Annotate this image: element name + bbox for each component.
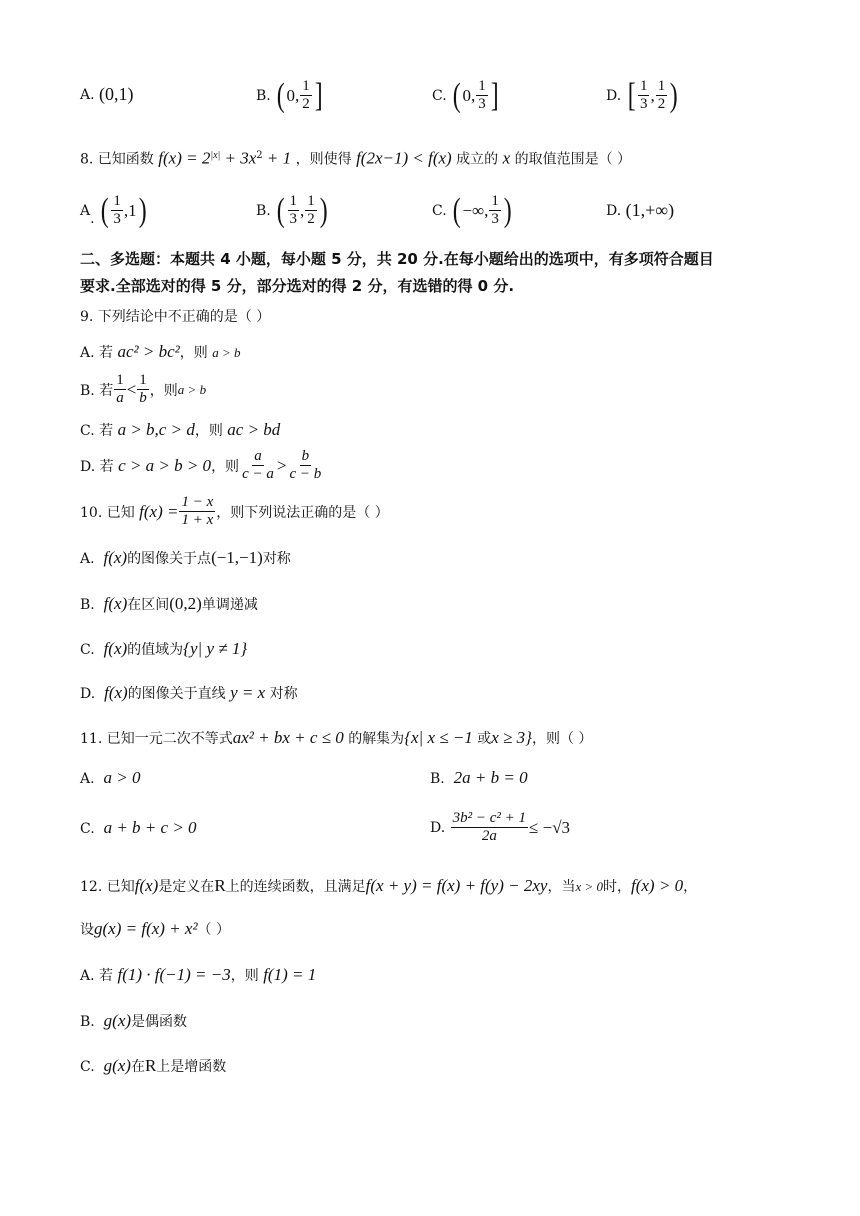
- stem-text: ，则下列说法正确的是（ ）: [216, 504, 389, 521]
- math-expr: a + b + c > 0: [103, 818, 197, 837]
- option-letter: B.: [256, 202, 271, 219]
- paren-left: (: [276, 191, 285, 229]
- paren-right: ]: [490, 76, 499, 114]
- stem-text: ，当: [547, 879, 576, 895]
- math-expr: f(x): [103, 548, 128, 567]
- operator: >: [276, 455, 287, 475]
- numerator: 1: [289, 193, 298, 209]
- math-expr: f(x) = 2: [158, 148, 211, 168]
- stem-text: 上的连续函数，且满足: [225, 879, 366, 895]
- q9-option-a: [80, 342, 240, 363]
- q12-stem-line1: [80, 876, 697, 897]
- option-text: 单调递减: [201, 597, 258, 613]
- paren-left: (: [452, 76, 461, 114]
- denominator: 2: [302, 96, 310, 112]
- option-dot: .: [90, 210, 95, 227]
- stem-text: 或: [477, 731, 492, 747]
- option-prefix: A. 若: [80, 968, 114, 984]
- numerator: 1: [139, 372, 147, 388]
- math-expr: f(x): [103, 594, 128, 613]
- q9-stem: 9. 下列结论中不正确的是（ ）: [80, 309, 271, 325]
- q9-option-b: [80, 372, 206, 407]
- math-expr: f(x): [134, 876, 159, 895]
- denominator: b: [139, 390, 147, 406]
- denominator: 3: [289, 211, 298, 227]
- q8-option-a: [80, 193, 148, 228]
- option-text: 在区间: [127, 597, 170, 613]
- option-text: ，则: [230, 968, 259, 984]
- numerator: a: [254, 448, 262, 464]
- stem-text: ，则使得: [295, 151, 352, 168]
- denominator: 3: [491, 211, 499, 227]
- q12-stem-line2: [80, 919, 230, 940]
- stem-text: 10. 已知: [80, 504, 135, 521]
- q8-stem: 8. 已知函数 $f(x) = 2^{|x|} + 3x^2 + 1$ ，则使得 f(2x−1) < f(x) 成立的 x 的取值范围是（ ）: [80, 148, 632, 168]
- option-expr: 0,: [462, 85, 476, 105]
- paren-left: (: [452, 191, 461, 229]
- stem-text: 时，: [603, 879, 631, 895]
- option-letter: D.: [430, 819, 446, 836]
- fraction: [287, 448, 323, 483]
- math-set: R: [144, 1056, 157, 1075]
- denominator: 2: [307, 211, 315, 227]
- math-expr: a > b: [177, 381, 207, 397]
- paren-right: ): [503, 191, 512, 229]
- math-expr: x ≥ 3}: [491, 728, 532, 747]
- stem-text: ，则（ ）: [531, 731, 593, 747]
- fraction: [300, 78, 312, 113]
- numerator: 1: [491, 193, 499, 209]
- paren-right: ): [138, 191, 147, 229]
- option-text: 对称: [269, 686, 298, 702]
- q11-option-a: [80, 768, 140, 789]
- option-expr: −∞,: [462, 200, 489, 220]
- option-text: ，则: [149, 382, 178, 399]
- section-heading-line1: 二、多选题：本题共 4 小题，每小题 5 分，共 20 分.在每小题给出的选项中，有多项符合题目: [80, 250, 714, 268]
- math-expr: a > b: [212, 345, 241, 360]
- numerator: 1 − x: [181, 494, 214, 510]
- math-expr: f(x): [103, 639, 128, 658]
- fraction: [179, 494, 215, 529]
- q10-option-c: [80, 639, 247, 660]
- option-prefix: D.: [80, 686, 96, 702]
- q11-option-d: [430, 810, 570, 845]
- math-expr: g(x): [103, 1011, 132, 1030]
- math-expr: a > b,c > d: [117, 420, 195, 439]
- fraction: [489, 193, 501, 228]
- q8-option-d: [606, 200, 674, 221]
- q7-option-a: [80, 84, 134, 105]
- q12-option-c: [80, 1056, 226, 1077]
- denominator: 2a: [481, 828, 497, 844]
- denominator: 1 + x: [181, 512, 214, 528]
- separator: ,: [300, 200, 305, 220]
- fraction: [137, 372, 149, 407]
- option-letter: A.: [80, 771, 95, 787]
- math-expr: {y| y ≠ 1}: [183, 639, 248, 658]
- stem-text: （ ）: [197, 922, 230, 938]
- option-letter: A.: [80, 86, 95, 103]
- math-expr: f(2x−1) < f(x): [356, 148, 452, 168]
- fraction: [305, 193, 317, 228]
- denominator: 3: [478, 96, 486, 112]
- denominator: 2: [657, 96, 666, 112]
- numerator: 1: [639, 78, 648, 94]
- denominator: c − a: [242, 466, 274, 482]
- option-prefix: C. 若: [80, 423, 114, 439]
- math-expr: f(1) = 1: [263, 965, 317, 984]
- option-text: 的值域为: [127, 642, 184, 658]
- option-text: 是偶函数: [131, 1014, 188, 1030]
- stem-text: 成立的: [456, 151, 499, 168]
- option-prefix: A.: [80, 551, 95, 567]
- math-expr: f(x + y) = f(x) + f(y) − 2xy: [365, 876, 548, 895]
- separator: ,: [650, 85, 655, 105]
- operator: <: [126, 379, 137, 399]
- fraction: [114, 372, 126, 407]
- option-text: 上是增函数: [156, 1059, 227, 1075]
- stem-text: 的取值范围是（ ）: [514, 151, 632, 168]
- option-prefix: B.: [80, 1014, 95, 1030]
- math-expr: f(x): [104, 683, 128, 702]
- stem-text: 11. 已知一元二次不等式: [80, 731, 233, 747]
- math-set: R: [214, 876, 226, 895]
- math-expr: g(x): [103, 1056, 131, 1075]
- math-expr: + 1: [262, 148, 292, 168]
- option-text: ，则: [211, 458, 240, 475]
- q11-stem: [80, 728, 592, 749]
- q10-stem: [80, 494, 389, 529]
- fraction: [240, 448, 276, 483]
- option-text: ，则: [194, 423, 223, 439]
- denominator: a: [116, 390, 124, 406]
- paren-left: (: [100, 191, 109, 229]
- fraction: [638, 78, 650, 113]
- q10-option-d: [80, 683, 298, 704]
- option-prefix: C.: [80, 1059, 95, 1075]
- paren-right: ): [669, 76, 678, 114]
- q7-option-b: [256, 78, 324, 113]
- option-expr: ,1: [123, 200, 137, 220]
- option-letter: D.: [606, 202, 622, 219]
- numerator: 1: [113, 193, 121, 209]
- q10-option-a: [80, 548, 291, 569]
- math-expr: a > 0: [103, 768, 141, 787]
- option-prefix: D. 若: [80, 458, 114, 475]
- paren-right: ]: [314, 76, 323, 114]
- fraction: [656, 78, 668, 113]
- q7-option-c: [432, 78, 500, 113]
- math-expr: y = x: [230, 683, 266, 702]
- stem-text: 12. 已知: [80, 879, 135, 895]
- math-var: x: [502, 148, 511, 168]
- fraction: [451, 810, 528, 845]
- q10-option-b: [80, 594, 258, 615]
- option-prefix: C.: [80, 642, 95, 658]
- option-expr: (1,+∞): [625, 200, 675, 220]
- option-letter: B.: [430, 771, 445, 787]
- option-text: ，则: [179, 345, 208, 361]
- option-letter: A: [80, 202, 91, 219]
- fraction: [288, 193, 300, 228]
- math-expr: ac² > bc²: [117, 342, 180, 361]
- option-expr: 0,: [286, 85, 300, 105]
- numerator: 1: [478, 78, 486, 94]
- q8-option-b: [256, 193, 329, 228]
- option-letter: D.: [606, 87, 622, 104]
- stem-text: 是定义在: [158, 879, 215, 895]
- option-letter: B.: [256, 87, 271, 104]
- q11-option-b: [430, 768, 528, 789]
- numerator: 1: [302, 78, 310, 94]
- fraction: [111, 193, 123, 228]
- stem-text: 8. 已知函数: [80, 151, 154, 168]
- math-expr: g(x) = f(x) + x²: [94, 919, 198, 938]
- math-expr: c > a > b > 0: [118, 455, 212, 475]
- numerator: 3b² − c² + 1: [452, 810, 527, 826]
- denominator: 3: [639, 96, 648, 112]
- math-expr: f(x) =: [139, 501, 179, 521]
- q11-option-c: [80, 818, 197, 839]
- paren-left: (: [276, 76, 285, 114]
- paren-left: [: [627, 76, 636, 114]
- math-expr: + 3x: [220, 148, 257, 168]
- option-text: 的图像关于点: [127, 551, 212, 567]
- paren-right: ): [319, 191, 328, 229]
- denominator: 3: [113, 211, 121, 227]
- math-expr: 2a + b = 0: [453, 768, 528, 787]
- option-prefix: B.: [80, 597, 95, 613]
- numerator: 1: [307, 193, 315, 209]
- stem-text: ，: [683, 879, 698, 895]
- math-expr: ac > bd: [227, 420, 281, 439]
- numerator: 1: [657, 78, 666, 94]
- q9-option-d: [80, 448, 324, 483]
- option-prefix: B. 若: [80, 382, 114, 399]
- q9-option-c: [80, 420, 280, 441]
- math-expr: f(1) · f(−1) = −3: [117, 965, 231, 984]
- option-prefix: A. 若: [80, 345, 114, 361]
- math-expr: ax² + bx + c ≤ 0: [232, 728, 344, 747]
- option-letter: C.: [80, 821, 95, 837]
- stem-text: 的解集为: [348, 731, 405, 747]
- math-expr: x > 0: [575, 879, 603, 894]
- q7-option-d: [606, 78, 680, 113]
- q8-option-c: [432, 193, 513, 228]
- q12-option-a: [80, 965, 316, 986]
- numerator: 1: [116, 372, 124, 388]
- q12-option-b: [80, 1011, 187, 1032]
- exponent: |x|: [210, 150, 221, 161]
- math-expr: (0,2): [169, 594, 202, 613]
- option-text: 的图像关于直线: [127, 686, 226, 702]
- stem-text: 设: [80, 922, 94, 938]
- section-heading-line2: 要求.全部选对的得 5 分，部分选对的得 2 分，有选错的得 0 分.: [80, 277, 515, 295]
- numerator: b: [301, 448, 310, 464]
- denominator: c − b: [289, 466, 322, 482]
- option-letter: C.: [432, 202, 447, 219]
- math-expr: (−1,−1): [211, 548, 263, 567]
- math-expr: ≤ −√3: [529, 817, 571, 837]
- option-expr: (0,1): [99, 84, 134, 104]
- math-expr: {x| x ≤ −1: [404, 728, 473, 747]
- option-letter: C.: [432, 87, 447, 104]
- math-expr: f(x) > 0: [631, 876, 684, 895]
- fraction: [476, 78, 488, 113]
- option-text: 在: [130, 1059, 145, 1075]
- option-text: 对称: [262, 551, 291, 567]
